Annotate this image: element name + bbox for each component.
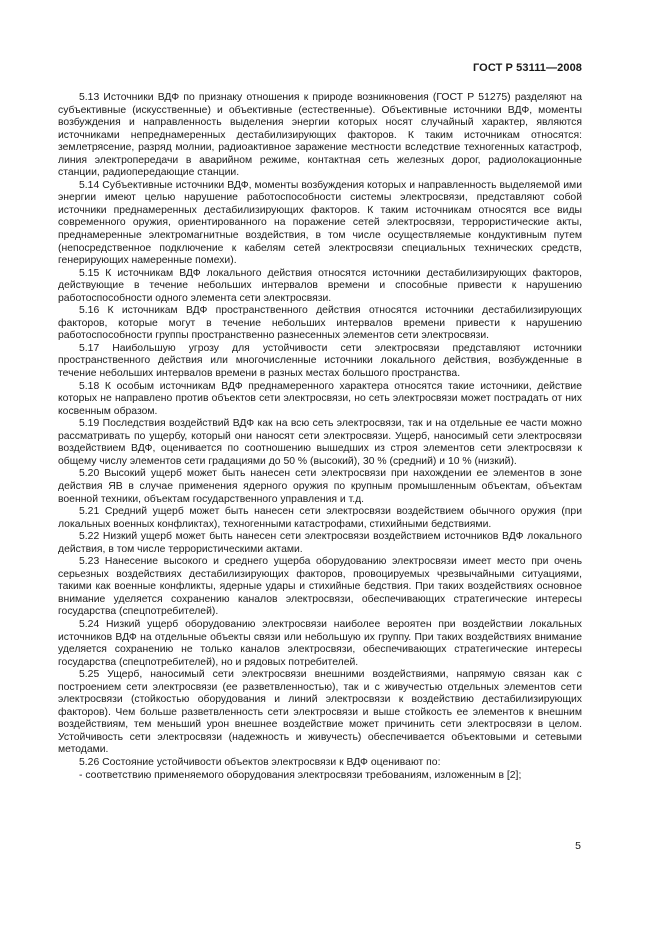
paragraph-5-15: 5.15 К источникам ВДФ локального действия относятся источники дестабилизирующих факторов, действующие в течение небольших интервалов времени и способные привести к нарушению работоспособности одного элемента сети электросвязи. — [58, 267, 582, 304]
paragraph-5-23: 5.23 Нанесение высокого и среднего ущерба оборудованию электросвязи имеет место при очень серьезных воздействиях дестабилизирующих факторов, провоцируемых чрезвычайными ситуациями, такими как военные конфликты, ядерные удары и стихийные бедствия. При таких воздействиях основное внимание уделяется сохранению каналов электросвязи, обеспечивающих стратегические интересы государства (спецпотребителей). — [58, 556, 582, 618]
paragraph-5-14: 5.14 Субъективные источники ВДФ, моменты возбуждения которых и направленность выделяемой ими энергии имеют целью нарушение работоспособности системы электросвязи, представляют собой источники преднамеренных дестабилизирующих факторов. К таким источникам относятся все виды современного оружия, ориентированного на поражение сетей электросвязи, террористические акты, преднамеренные электромагнитные воздействия, в том числе осуществляемые кондуктивным путем (непосредственное подключение к кабелям сетей электросвязи специальных технических средств, генерирующих намеренные помехи). — [58, 179, 582, 267]
paragraph-5-26: 5.26 Состояние устойчивости объектов электросвязи к ВДФ оценивают по: — [79, 756, 441, 768]
paragraph-5-13: 5.13 Источники ВДФ по признаку отношения к природе возникновения (ГОСТ Р 51275) разделяют на субъективные (искусственные) и объективные (естественные). Объективные источники ВДФ, моменты возбуждения и направленность выделения энергии которых носят случайный характер, являются источниками непреднамеренных дестабилизирующих факторов. К таким источникам относятся: землетрясение, разряд молнии, радиоактивное заражение местности вследствие техногенных катастроф, линия электропередачи в аварийном режиме, контактная сеть железных дорог, радиолокационные станции, радиопередающие станции. — [58, 92, 582, 179]
paragraph-5-17: 5.17 Наибольшую угрозу для устойчивости сети электросвязи представляют источники пространственного действия или многочисленные источники локального действия, возбужденные в течение небольших интервалов времени в разных местах большого пространства. — [58, 342, 582, 380]
page-number: 5 — [575, 840, 581, 852]
paragraph-5-20: 5.20 Высокий ущерб может быть нанесен сети электросвязи при нахождении ее элементов в зоне действия ЯВ в случае применения ядерного оружия по крупным промышленным объектам, объектам военной техники, объектам государственного управления и т.д. — [58, 468, 582, 505]
paragraph-5-18: 5.18 К особым источникам ВДФ преднамеренного характера относятся такие источники, действие которых не направлено против объектов сети электросвязи, но сеть электросвязи может пострадать от них косвенным образом. — [58, 380, 582, 417]
document-body — [58, 92, 582, 782]
list-item: - соответствию применяемого оборудования электросвязи требованиям, изложенным в [2]; — [79, 769, 522, 781]
paragraph-5-25: 5.25 Ущерб, наносимый сети электросвязи внешними воздействиями, напрямую связан как с построением сети электросвязи (ее разветвленностью), так и с живучестью отдельных элементов сети электросвязи (стойкостью оборудования и линий электросвязи к воздействию дестабилизирующих факторов). Чем больше разветвленность сети электросвязи и выше стойкость ее элементов к внешним воздействиям, тем меньший урон внешнее воздействие может причинить сети электросвязи в целом. Устойчивость сети электросвязи (надежность и живучесть) обеспечивается объектовыми и сетевыми методами. — [58, 669, 582, 756]
paragraph-5-22: 5.22 Низкий ущерб может быть нанесен сети электросвязи воздействием источников ВДФ локального действия, в том числе террористическими актами. — [58, 531, 582, 555]
paragraph-5-21: 5.21 Средний ущерб может быть нанесен сети электросвязи воздействием обычного оружия (при локальных военных конфликтах), техногенными катастрофами, стихийными бедствиями. — [58, 506, 582, 530]
paragraph-5-19: 5.19 Последствия воздействий ВДФ как на всю сеть электросвязи, так и на отдельные ее части можно рассматривать по ущербу, который они наносят сети электросвязи. Ущерб, наносимый сети электросвязи воздействием ВДФ, оценивается по соотношению вышедших из строя элементов сети электросвязи к общему числу элементов сети градациями до 50 % (высокий), 30 % (средний) и 10 % (низкий). — [58, 418, 582, 467]
standard-designation: ГОСТ Р 53111—2008 — [472, 62, 582, 74]
paragraph-5-24: 5.24 Низкий ущерб оборудованию электросвязи наиболее вероятен при воздействии локальных источников ВДФ на отдельные объекты связи или небольшую их группу. При таких воздействиях внимание уделяется сохранению не только каналов электросвязи, обеспечивающих стратегические интересы государства (спецпотребителей), но и рядовых потребителей. — [58, 618, 582, 668]
paragraph-5-16: 5.16 К источникам ВДФ пространственного действия относятся источники дестабилизирующих факторов, которые могут в течение небольших интервалов времени привести к нарушению работоспособности группы пространственно разнесенных элементов сети электросвязи. — [58, 305, 582, 342]
